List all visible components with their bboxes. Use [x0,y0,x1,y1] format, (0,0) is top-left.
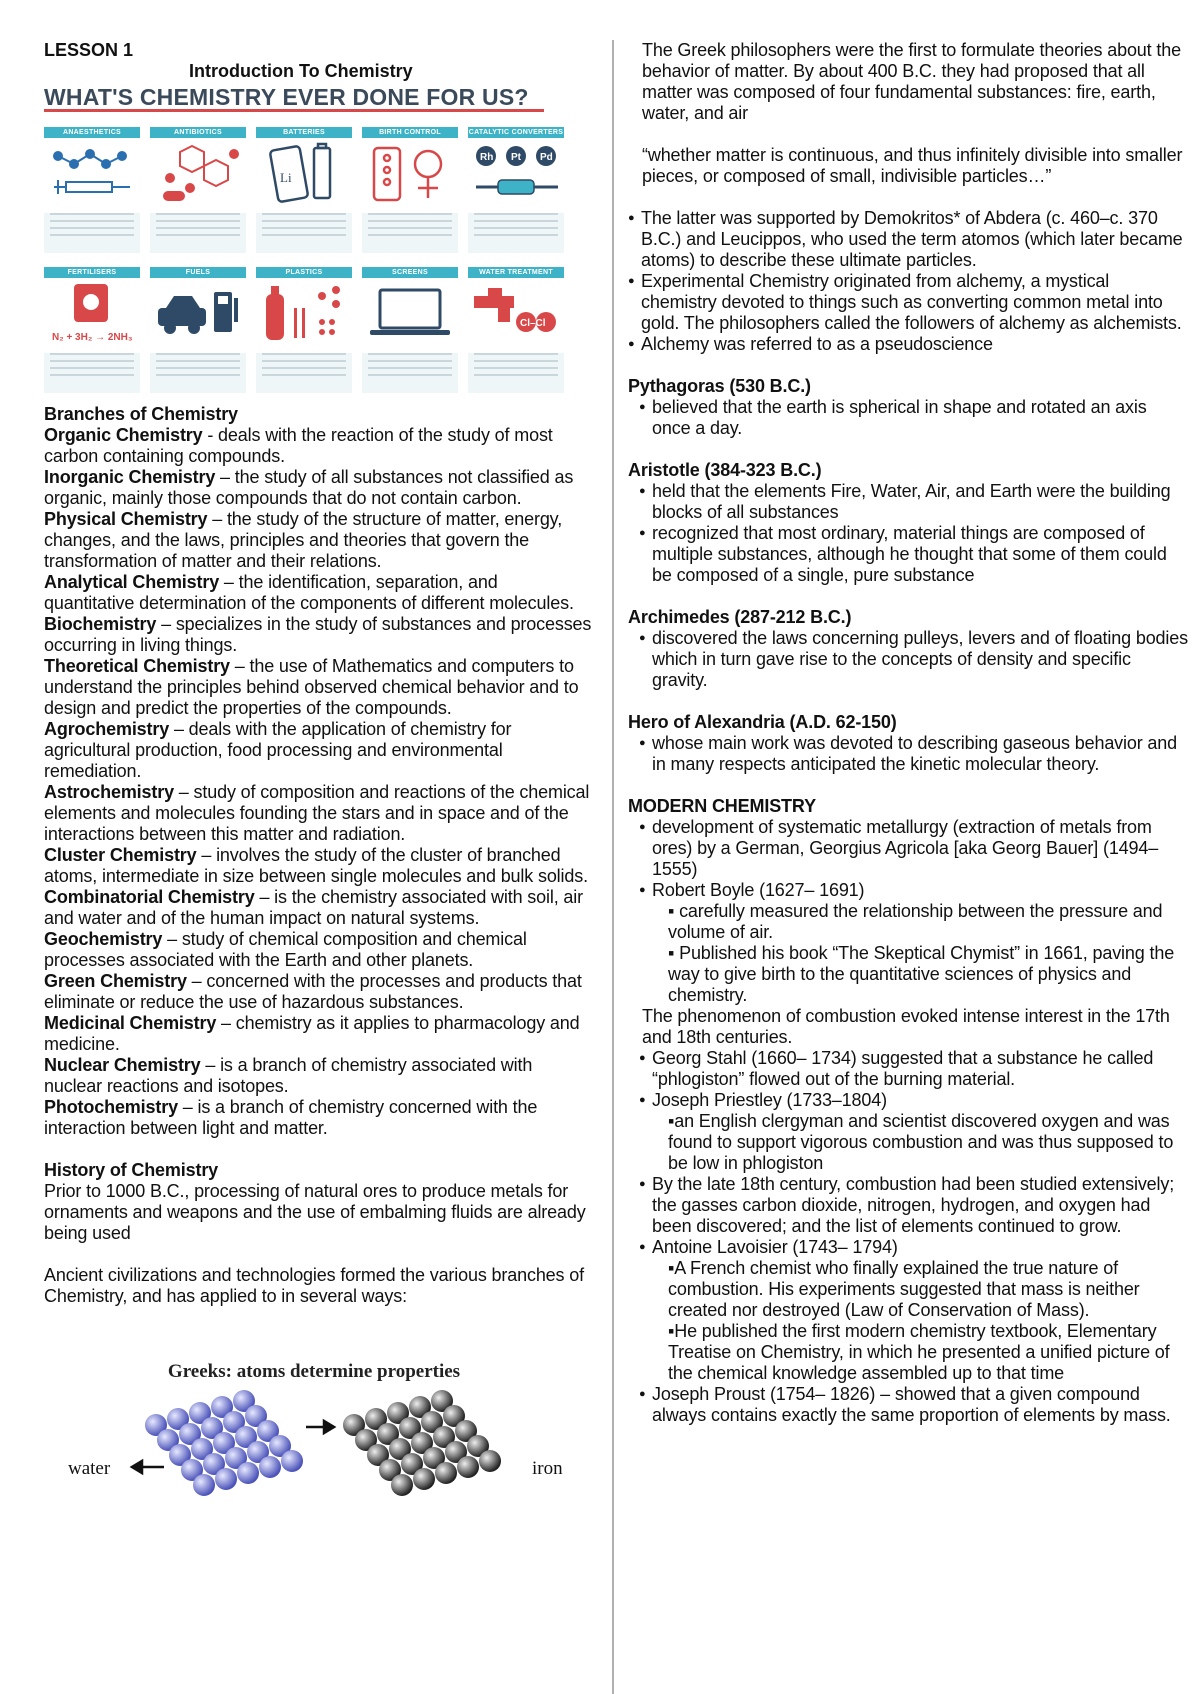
branch-description: – involves the study of the cluster of branched atoms, intermediate in size between single molecules and bulk solids. [44,845,588,886]
atom-sphere [193,1474,215,1496]
infographic-subtitle-placeholder [44,115,564,123]
branch-item [44,971,592,1013]
atom-sphere [237,1462,259,1484]
right-column [628,40,1188,1426]
tile-blurb [468,353,564,393]
branch-item [44,425,592,467]
infographic-row-2 [44,267,564,399]
history-paragraph-1: Prior to 1000 B.C., processing of natural ores to produce metals for ornaments and weapons and the use of embalming fluids are already being used [44,1181,586,1243]
tile-antibiotics [150,127,246,259]
bullet-alchemy: ● Experimental Chemistry originated from alchemy, a mystical chemistry devoted to things such as converting common metal into gold. The philosophers called the followers of alchemy as alchemists. [628,271,1188,334]
branch-item [44,1013,592,1055]
branch-term: Green Chemistry [44,971,187,991]
greeks-atoms-figure [44,1355,584,1525]
tile-label: FERTILISERS [44,267,140,278]
boyle-point-1: ▪ carefully measured the relationship between the pressure and volume of air. [668,901,1163,942]
tile-blurb [256,353,352,393]
branch-term: Inorganic Chemistry [44,467,216,487]
philosopher-point: ● whose main work was devoted to describing gaseous behavior and in many respects anticipated the kinetic molecular theory. [628,733,1188,775]
atom-sphere [281,1450,303,1472]
branch-term: Analytical Chemistry [44,572,220,592]
greek-philosophers-paragraph: The Greek philosophers were the first to formulate theories about the behavior of matter. By about 400 B.C. they had proposed that all matter was composed of four fundamental substances: fire, earth, water, and air [642,40,1181,123]
iron-atoms-cluster [343,1390,501,1496]
lesson-label: LESSON 1 [44,40,134,60]
branches-section [44,404,592,1307]
tile-screens [362,267,458,399]
branch-term: Medicinal Chemistry [44,1013,217,1033]
philosopher-point: ● held that the elements Fire, Water, Air, and Earth were the building blocks of all substances [628,481,1188,523]
tile-fuels [150,267,246,399]
atom-sphere [457,1456,479,1478]
branch-description: – chemistry as it applies to pharmacology and medicine. [44,1013,580,1054]
tile-water-treatment [468,267,564,399]
tile-catalytic-converters [468,127,564,259]
branch-description: – is the chemistry associated with soil, air and water and of the human impact on natural systems. [44,887,583,928]
bullet-priestley: ● Joseph Priestley (1733–1804) [628,1090,1188,1111]
phone-battery-icon [256,138,352,208]
tile-blurb [468,213,564,253]
philosopher-point: ● recognized that most ordinary, material things are composed of multiple substances, although he thought that some of them could be composed of a single, pure substance [628,523,1188,586]
tile-blurb [150,213,246,253]
branch-description: – concerned with the processes and products that eliminate or reduce the use of hazardous substances. [44,971,582,1012]
bullet-boyle: ● Robert Boyle (1627– 1691) [628,880,1188,901]
tile-blurb [362,213,458,253]
branch-description: – the identification, separation, and quantitative determination of the components of different molecules. [44,572,574,613]
branch-item [44,509,592,572]
matter-quote: “whether matter is continuous, and thus infinitely divisible into smaller pieces, or composed of small, indivisible particles…” [642,145,1183,186]
bottle-cutlery-icon [256,278,352,348]
fertiliser-bag-icon [44,278,140,348]
branch-item [44,1055,592,1097]
left-column [44,40,592,1525]
atom-sphere [413,1468,435,1490]
branch-item [44,782,592,845]
infographic-title [44,84,564,112]
branch-item [44,1097,592,1139]
combustion-paragraph: The phenomenon of combustion evoked intense interest in the 17th and 18th centuries. [642,1006,1170,1047]
philosopher-point: ● discovered the laws concerning pulleys, levers and of floating bodies which in turn gave rise to the concepts of density and specific gravity. [628,628,1188,691]
iron-label: iron [532,1458,563,1479]
branch-item [44,887,592,929]
tile-blurb [150,353,246,393]
branch-item [44,929,592,971]
philosopher-point: ● believed that the earth is spherical in shape and rotated an axis once a day. [628,397,1188,439]
branches-heading: Branches of Chemistry [44,404,238,424]
boyle-point-2: ▪ Published his book “The Skeptical Chymist” in 1661, paving the way to give birth to the quantitative sciences of physics and chemistry. [668,943,1175,1005]
atom-sphere [435,1462,457,1484]
water-label: water [68,1458,111,1479]
philosopher-name: Pythagoras (530 B.C.) [628,376,811,396]
tile-blurb [362,353,458,393]
tile-plastics [256,267,352,399]
priestley-point: ▪an English clergyman and scientist discovered oxygen and was found to support vigorous combustion and was thus supposed to be low in phlogiston [668,1111,1174,1173]
branch-item [44,572,592,614]
branch-term: Combinatorial Chemistry [44,887,255,907]
branch-term: Theoretical Chemistry [44,656,230,676]
branch-term: Physical Chemistry [44,509,208,529]
branch-term: Cluster Chemistry [44,845,197,865]
syringe-molecule-icon [44,138,140,208]
greeks-figure-title: Greeks: atoms determine properties [167,1361,461,1382]
tile-blurb [44,213,140,253]
branch-term: Biochemistry [44,614,157,634]
rhodium-symbol: Rh [480,152,494,163]
tile-label: SCREENS [362,267,458,278]
bullet-lavoisier: ● Antoine Lavoisier (1743– 1794) [628,1237,1188,1258]
tile-birth-control [362,127,458,259]
lavoisier-point-1: ▪A French chemist who finally explained the true nature of combustion. His experiments suggested that mass is neither created nor destroyed (Law of Conservation of Mass). [668,1258,1140,1320]
tile-label: PLASTICS [256,267,352,278]
column-divider [612,40,614,1694]
tap-chlorine-icon [468,278,564,348]
infographic-title-text: WHAT'S CHEMISTRY EVER DONE FOR US? [44,84,529,110]
tile-label: BATTERIES [256,127,352,138]
branch-description: – the use of Mathematics and computers to understand the principles behind observed chemical behavior and to design and predict the properties of the compounds. [44,656,579,718]
branch-description: – study of composition and reactions of the chemical elements and molecules founding the stars and in space and of the interactions between this matter and radiation. [44,782,590,844]
female-symbol-icon [362,138,458,208]
branch-term: Photochemistry [44,1097,178,1117]
branch-description: – is a branch of chemistry associated with nuclear reactions and isotopes. [44,1055,533,1096]
tile-label: WATER TREATMENT [468,267,564,278]
branches-list [44,425,592,1139]
tile-label: CATALYTIC CONVERTERS [468,129,564,136]
water-atoms-cluster [145,1390,303,1496]
tile-fertilisers [44,267,140,399]
branch-term: Organic Chemistry [44,425,203,445]
palladium-symbol: Pd [540,152,553,163]
branch-description: – the study of the structure of matter, energy, changes, and the laws, principles and theories that govern the transformation of matter and their relations. [44,509,563,571]
lavoisier-point-2: ▪He published the first modern chemistry textbook, Elementary Treatise on Chemistry, in which he presented a unified picture of the chemical knowledge assembled up to that time [668,1321,1170,1383]
tile-blurb [256,213,352,253]
branch-item [44,656,592,719]
bullet-pseudoscience: ● Alchemy was referred to as a pseudoscience [628,334,1188,355]
tile-label: ANTIBIOTICS [150,127,246,138]
infographic-row-1 [44,127,564,259]
modern-chemistry-heading: MODERN CHEMISTRY [628,796,816,816]
branch-description: – is a branch of chemistry concerned with the interaction between light and matter. [44,1097,538,1138]
haber-equation: N₂ + 3H₂ → 2NH₃ [52,332,133,343]
atom-sphere [391,1474,413,1496]
branch-description: – study of chemical composition and chemical processes associated with the Earth and other planets. [44,929,527,970]
branch-description: – the study of all substances not classified as organic, mainly those compounds that do not contain carbon. [44,467,574,508]
laptop-icon [362,278,458,348]
bullet-proust: ● Joseph Proust (1754– 1826) – showed that a given compound always contains exactly the same proportion of elements by mass. [628,1384,1188,1426]
atom-sphere [479,1450,501,1472]
molecule-pills-icon [150,138,246,208]
bullet-agricola: ● development of systematic metallurgy (extraction of metals from ores) by a German, Georgius Agricola [aka Georg Bauer] (1494–1555) [628,817,1188,880]
atom-sphere [215,1468,237,1490]
branch-item [44,614,592,656]
tile-label: BIRTH CONTROL [362,127,458,138]
philosophers-list [628,376,1188,796]
tile-anaesthetics [44,127,140,259]
tile-blurb [44,353,140,393]
tile-label: FUELS [150,267,246,278]
tile-batteries [256,127,352,259]
philosopher-name: Hero of Alexandria (A.D. 62-150) [628,712,897,732]
branch-item [44,719,592,782]
philosopher-name: Archimedes (287-212 B.C.) [628,607,852,627]
history-heading: History of Chemistry [44,1160,219,1180]
branch-description: – specializes in the study of substances and processes occurring in living things. [44,614,592,655]
branch-term: Nuclear Chemistry [44,1055,201,1075]
platinum-symbol: Pt [511,152,521,163]
car-fuel-pump-icon [150,278,246,348]
bullet-stahl: ● Georg Stahl (1660– 1734) suggested that a substance he called “phlogiston” flowed out of the burning material. [628,1048,1188,1090]
branch-item [44,467,592,509]
chlorine-molecule: Cl–Cl [520,318,546,329]
philosopher-name: Aristotle (384-323 B.C.) [628,460,822,480]
bullet-demokritos: ● The latter was supported by Demokritos* of Abdera (c. 460–c. 370 B.C.) and Leucippos, who used the term atomos (which later became atoms) to describe these ultimate particles. [628,208,1188,271]
branch-description: – deals with the application of chemistry for agricultural production, food processing and environmental remediation. [44,719,512,781]
branch-item [44,845,592,887]
branch-term: Agrochemistry [44,719,170,739]
lithium-symbol: Li [280,170,292,185]
catalyst-converter-icon [468,138,564,208]
lesson-subtitle: Introduction To Chemistry [189,61,413,81]
tile-label: ANAESTHETICS [44,127,140,138]
history-paragraph-2: Ancient civilizations and technologies formed the various branches of Chemistry, and has applied to in several ways: [44,1265,584,1306]
atom-sphere [259,1456,281,1478]
chemistry-infographic [44,84,564,402]
branch-term: Astrochemistry [44,782,174,802]
bullet-late-18th-century: ● By the late 18th century, combustion had been studied extensively; the gasses carbon dioxide, nitrogen, hydrogen, and oxygen had been discovered; and the list of elements continued to grow. [628,1174,1188,1237]
branch-term: Geochemistry [44,929,163,949]
branch-description: - deals with the reaction of the study of most carbon containing compounds. [44,425,553,466]
